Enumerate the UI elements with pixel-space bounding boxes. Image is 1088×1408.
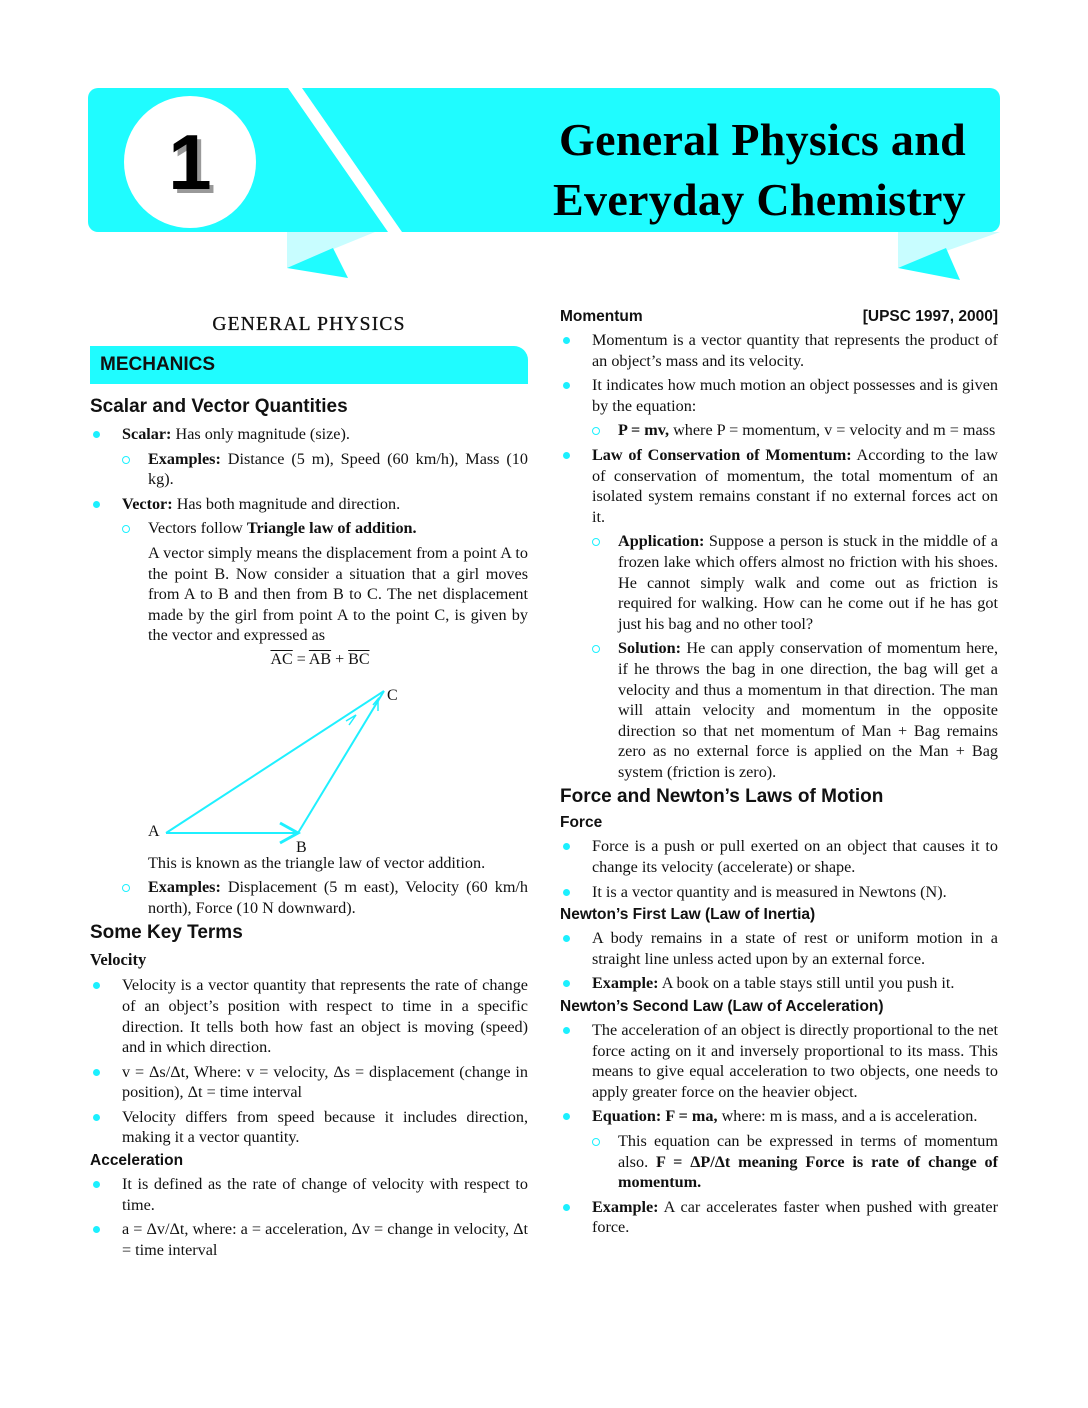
equation-part: $\overline{BC}$	[348, 650, 370, 668]
equation-part: +	[331, 650, 349, 668]
bullet-item	[560, 638, 998, 782]
text-run: Velocity differs from speed because it includes direction, making it a vector quantity.	[122, 1107, 528, 1147]
bold-term: Examples:	[148, 449, 221, 468]
paragraph	[90, 543, 528, 646]
bullet-dot-icon	[563, 1204, 570, 1211]
text-run: This equation can be expressed in terms of momentum also.	[618, 1132, 998, 1171]
bold-term: Vector:	[122, 494, 173, 513]
bullet-ring-icon	[592, 538, 600, 546]
bullet-ring-icon	[592, 645, 600, 653]
text-run: a = Δv/Δt, where: a = acceleration, Δv = change in velocity, Δt = time interval	[122, 1220, 528, 1259]
bullet-dot-icon	[563, 452, 570, 459]
bullet-dot-icon	[93, 1226, 100, 1233]
bullet-dot-icon	[563, 889, 570, 896]
point-label-b: B	[296, 838, 307, 856]
term-heading: Velocity	[90, 950, 147, 970]
bullet-item	[560, 836, 998, 877]
bullet-dot-icon	[93, 1181, 100, 1188]
vector-ac	[166, 691, 384, 833]
bold-term: Equation: F = ma,	[592, 1107, 718, 1126]
bullet-item	[560, 1197, 998, 1238]
section-title: GENERAL PHYSICS	[212, 314, 406, 335]
bullet-dot-icon	[563, 935, 570, 942]
bold-term: F = ΔP/Δt meaning Force is rate of change of momentum.	[618, 1152, 999, 1192]
text-run: where: m is mass, and a is acceleration.	[717, 1107, 978, 1126]
topic-heading-text: Momentum	[560, 308, 643, 325]
bullet-item	[560, 1106, 998, 1127]
text-run: Momentum is a vector quantity that represents the product of an object’s mass and its velocity.	[592, 331, 998, 370]
bullet-ring-icon	[122, 884, 130, 892]
bullet-item	[560, 420, 998, 441]
text-run: He can apply conservation of momentum here, if he throws the bag in one direction, the bag will get a velocity and thus a momentum in that direction. The man will attain velocity and momentum in the opposite direction so that net momentum of Man + Bag remains zero as no external force is applied on the Man + Bag system (friction is zero).	[618, 639, 998, 781]
bullet-item	[90, 494, 528, 515]
topic-heading-text: Newton’s First Law (Law of Inertia)	[560, 906, 816, 924]
topic-heading-text: Acceleration	[90, 1152, 184, 1170]
bullet-item	[560, 1020, 998, 1102]
bullet-item	[90, 449, 528, 490]
bullet-item	[560, 375, 998, 416]
bullet-item	[560, 973, 998, 994]
topic-heading	[560, 998, 998, 1016]
text-run: Distance (5 m), Speed (60 km/h), Mass (10 kg).	[148, 449, 528, 489]
bullet-ring-icon	[592, 427, 600, 435]
text-run: v = Δs/Δt, Where: v = velocity, Δs = displacement (change in position), Δt = time interval	[122, 1062, 528, 1102]
bullet-dot-icon	[563, 337, 570, 344]
vector-equation	[112, 650, 528, 671]
topic-heading	[560, 906, 998, 924]
bullet-item	[560, 928, 998, 969]
triangle-law-diagram	[90, 671, 528, 856]
bullet-item	[90, 975, 528, 1057]
equation-part: $\overline{AC}$	[270, 650, 293, 668]
bullet-item	[90, 1219, 528, 1260]
bullet-ring-icon	[122, 456, 130, 464]
bullet-ring-icon	[592, 1138, 600, 1146]
bullet-dot-icon	[563, 843, 570, 850]
bold-term: Triangle law of addition.	[246, 519, 417, 538]
text-run: Velocity is a vector quantity that represents the rate of change of an object’s position with respect to time in a specific direction. It tells both how fast an object is moving (speed) and in which direction.	[122, 976, 528, 1057]
bullet-item	[560, 330, 998, 371]
bullet-dot-icon	[93, 1114, 100, 1121]
bullet-dot-icon	[93, 431, 100, 438]
text-run: Has both magnitude and direction.	[172, 494, 401, 513]
text-run: It is defined as the rate of change of velocity with respect to time.	[122, 1175, 528, 1214]
bullet-item	[90, 518, 528, 539]
bullet-ring-icon	[122, 525, 130, 533]
title-line-1: General Physics and	[559, 114, 966, 165]
text-run: This is known as the triangle law of vector addition.	[148, 853, 486, 872]
bold-term: Example:	[592, 1197, 659, 1216]
text-run: Has only magnitude (size).	[171, 425, 350, 443]
topic-heading	[560, 308, 998, 326]
text-run: A book on a table stays still until you push it.	[658, 974, 955, 993]
text-run: Force is a push or pull exerted on an object that causes it to change its velocity (accelerate) or shape.	[592, 837, 998, 877]
bold-term: Solution:	[618, 639, 681, 658]
topic-heading	[560, 814, 998, 832]
topic-heading-text: Force	[560, 814, 603, 832]
chapter-number: 1	[168, 118, 212, 206]
equation-part: $\overline{AB}$	[308, 650, 332, 668]
chapter-title	[553, 110, 966, 230]
bullet-dot-icon	[563, 1113, 570, 1120]
text-run: Suppose a person is stuck in the middle of a frozen lake which offers almost no friction with his shoes. He cannot simply walk and come out as friction is required for walking. How can he come out if he has got just his bag and no other tool?	[618, 532, 998, 633]
title-line-2: Everyday Chemistry	[553, 174, 966, 225]
bullet-item	[90, 877, 528, 918]
bullet-dot-icon	[563, 382, 570, 389]
bullet-item	[560, 882, 998, 903]
bullet-item	[90, 1174, 528, 1215]
bullet-dot-icon	[563, 980, 570, 987]
bullet-item	[90, 1107, 528, 1148]
bold-term: Law of Conservation of Momentum:	[592, 445, 852, 464]
subsection-heading: Scalar and Vector Quantities	[90, 396, 348, 417]
point-label-c: C	[387, 686, 398, 704]
exam-reference: [UPSC 1997, 2000]	[862, 308, 998, 325]
bullet-dot-icon	[93, 982, 100, 989]
bullet-item	[90, 424, 528, 445]
subsection-heading: Force and Newton’s Laws of Motion	[560, 786, 884, 808]
bullet-dot-icon	[93, 501, 100, 508]
point-label-a: A	[148, 822, 160, 840]
bold-term: Application:	[618, 532, 705, 551]
equation-part: =	[292, 650, 309, 668]
bullet-item	[560, 531, 998, 634]
topic-heading-text: Newton’s Second Law (Law of Acceleration)	[560, 998, 884, 1016]
bullet-item	[560, 445, 998, 527]
text-run: A body remains in a state of rest or uniform motion in a straight line unless acted upon by an external force.	[592, 929, 998, 968]
text-run: A vector simply means the displacement from a point A to the point B. Now consider a situation that a girl moves from A to B and then from B to C. The net displacement made by the girl from point A to the point C, is given by the vector and expressed as	[148, 543, 528, 645]
text-run: A car accelerates faster when pushed with greater force.	[592, 1197, 998, 1237]
text-run: According to the law of conservation of momentum, the total momentum of an isolated system remains constant if no external forces act on it.	[592, 445, 998, 526]
bold-term: P = mv,	[618, 421, 670, 440]
bold-term: Examples:	[148, 878, 221, 897]
paragraph	[90, 853, 528, 874]
bullet-item	[560, 1131, 998, 1193]
text-run: It is a vector quantity and is measured in Newtons (N).	[592, 882, 947, 901]
text-run: Displacement (5 m east), Velocity (60 km/h north), Force (10 N downward).	[148, 878, 528, 917]
right-column	[560, 306, 998, 1242]
vector-bc	[298, 691, 384, 833]
bold-term: Example:	[592, 974, 659, 993]
chapter-header	[88, 88, 1000, 284]
text-run: The acceleration of an object is directly proportional to the net force acting on it and inversely proportional to its mass. This means to give equal acceleration to two objects, one needs to apply greater force on the heavier object.	[592, 1021, 998, 1101]
text-run: where P = momentum, v = velocity and m = mass	[669, 421, 996, 440]
bullet-dot-icon	[563, 1027, 570, 1034]
text-run: It indicates how much motion an object possesses and is given by the equation:	[592, 376, 998, 415]
subsection-heading: Some Key Terms	[90, 922, 243, 944]
text-run: Vectors follow	[148, 519, 247, 538]
bullet-dot-icon	[93, 1069, 100, 1076]
mechanics-heading-bar: MECHANICS	[90, 346, 528, 384]
topic-heading	[90, 1152, 528, 1170]
bullet-item	[90, 1062, 528, 1103]
bold-term: Scalar:	[122, 425, 172, 443]
left-column	[90, 306, 528, 1264]
